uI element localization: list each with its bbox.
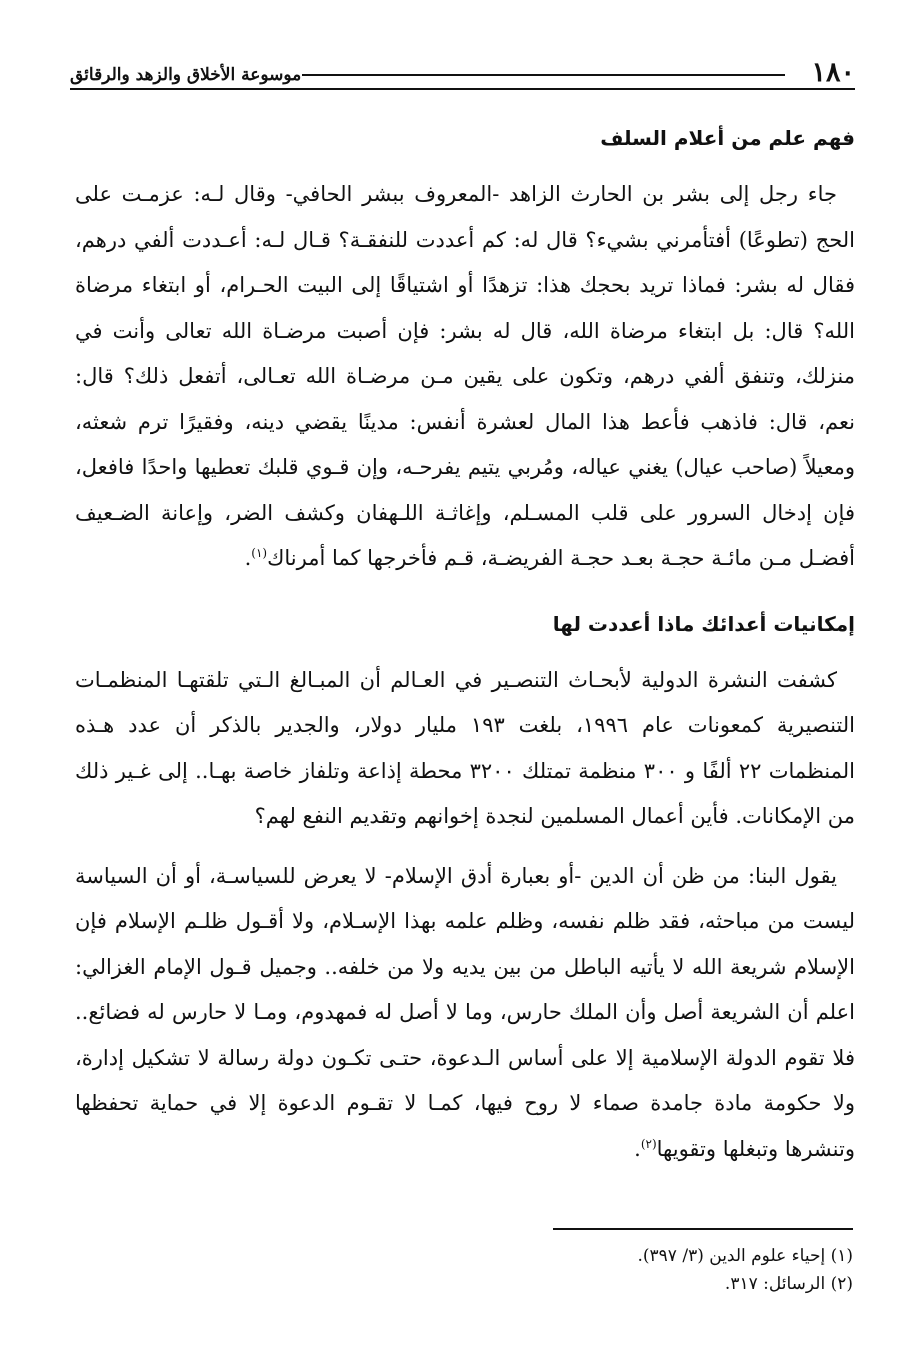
page-number: ١٨٠ <box>811 57 855 88</box>
footnote: (٢) الرسائل: ٣١٧. <box>724 1274 853 1294</box>
paragraph-text: كشفت النشرة الدولية لأبحـاث التنصـير في العـالم أن المبـالغ الـتي تلقتهـا المنظمـات التنصيرية كمعونات عام ١٩٩٦، بلغت ١٩٣ مليار دولار، والجدير بالذكر أن عدد هـذه المنظمات ٢٢ ألفًا و ٣٠٠ منظمة تمتلك ٣٢٠٠ محطة إذاعة وتلفاز خاصة بهـا.. إلى غـير ذلك من الإمكانات. فأين أعمال المسلمين لنجدة إخوانهم وتقديم النفع لهم؟ <box>75 667 856 828</box>
paragraph-text: يقول البنا: من ظن أن الدين -أو بعبارة أدق الإسلام- لا يعرض للسياسـة، أو أن السياسة ليست من مباحثه، فقد ظلم نفسه، وظلم علمه بهذا الإسـلام، ولا أقـول ظلـم الإسلام فإن الإسلام شريعة الله لا يأتيه الباطل من بين يديه ولا من خلفه.. وجميل قـول الإمام الغزالي: اعلم أن الشريعة أصل وأن الملك حارس، وما لا أصل له فمهدوم، ومـا لا حارس له فضائع.. فلا تقوم الدولة الإسلامية إلا على أساس الـدعوة، حتـى تكـون دولة رسالة لا تشكيل إدارة، ولا حكومة مادة جامدة صماء لا روح فيها، كمـا لا تقـوم الدعوة إلا في حماية تحفظها وتنشرها وتبغلها وتقويها <box>75 863 855 1161</box>
paragraph-tail: . <box>634 1136 641 1161</box>
paragraph <box>75 854 855 1173</box>
paragraph <box>75 658 855 840</box>
footnote: (١) إحياء علوم الدين (٣/ ٣٩٧). <box>637 1246 853 1266</box>
header-rule <box>70 88 855 90</box>
section-heading: إمكانيات أعدائك ماذا أعددت لها <box>552 611 855 636</box>
page-header <box>70 58 855 92</box>
paragraph-text: جاء رجل إلى بشر بن الحارث الزاهد -المعروف ببشر الحافي- وقال لـه: عزمـت على الحج (تطوعًا) أفتأمرني بشيء؟ قال له: كم أعددت للنفقـة؟ قـال لـه: أعـددت ألفي درهم، فقال له بشر: فماذا تريد بحجك هذا: تزهدًا أو اشتياقًا إلى البيت الحـرام، أو ابتغاء مرضاة الله؟ قال: بل ابتغاء مرضاة الله، قال له بشر: فإن أصبت مرضـاة الله تعالى وأنت في منزلك، وتنفق ألفي درهم، وتكون على يقين مـن مرضـاة الله تعـالى، أتفعل ذلك؟ قال: نعم، قال: فاذهب فأعط هذا المال لعشرة أنفس: مدينًا يقضي دينه، وفقيرًا ترم شعثه، ومعيلاً (صاحب عيال) يغني عياله، ومُربي يتيم يفرحـه، وإن قـوي قلبك تعطيها واحدًا فافعل، فإن إدخال السرور على قلب المسـلم، وإغاثـة اللـهفان وكشف الضر، وإعانة الضـعيف أفضـل مـن مائـة حجـة بعـد حجـة الفريضـة، قـم فأخرجها كما أمرناك <box>75 182 855 570</box>
page-body <box>75 118 855 1172</box>
footnotes <box>153 1242 853 1298</box>
paragraph-tail: . <box>244 546 252 570</box>
header-divider <box>302 74 785 76</box>
footnote-ref[interactable]: (٢) <box>640 1136 657 1151</box>
book-title: موسوعة الأخلاق والزهد والرقائق <box>70 65 302 85</box>
paragraph <box>75 172 855 582</box>
footnote-ref[interactable]: (١) <box>251 546 268 560</box>
footnote-divider <box>553 1228 853 1230</box>
section-heading: فهم علم من أعلام السلف <box>600 126 855 150</box>
spacer <box>75 840 855 854</box>
spacer <box>75 582 855 604</box>
